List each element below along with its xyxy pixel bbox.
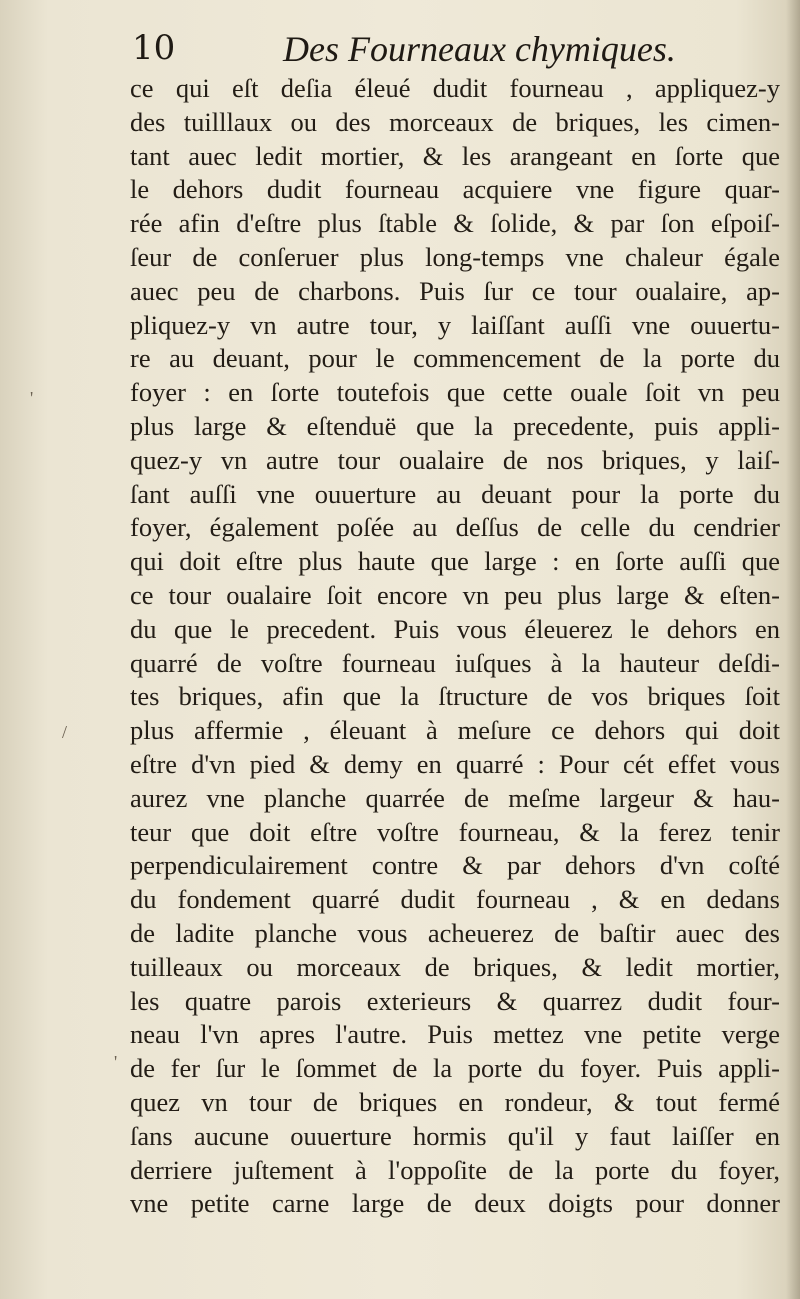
text-line: ce qui eſt deſia éleué dudit fourneau , appliquez-y: [130, 73, 780, 103]
text-line: qui doit eſtre plus haute que large : en ſorte auſſi que: [130, 546, 780, 577]
text-line: rée afin d'eſtre plus ſtable & ſolide, & par ſon eſpoiſ-: [130, 208, 780, 239]
text-line: les quatre parois exterieurs & quarrez dudit four-: [130, 985, 780, 1016]
text-line: ce tour oualaire ſoit encore vn peu plus large & eſten-: [130, 579, 780, 610]
margin-tick-mark: ': [30, 388, 34, 408]
running-title: Des Fourneaux chymiques.: [283, 29, 676, 69]
margin-tick-mark: /: [62, 722, 68, 742]
text-line: aurez vne planche quarrée de meſme largeur & hau-: [130, 782, 780, 813]
text-line: teur que doit eſtre voſtre fourneau, & la ferez tenir: [130, 816, 780, 847]
text-line: tuilleaux ou morceaux de briques, & ledit mortier,: [130, 951, 780, 982]
text-line: eſtre d'vn pied & demy en quarré : Pour cét effet vous: [130, 748, 780, 779]
text-line: foyer, également poſée au deſſus de celle du cendrier: [130, 512, 780, 543]
text-line: neau l'vn apres l'autre. Puis mettez vne petite verge: [130, 1019, 780, 1050]
text-line: auec peu de charbons. Puis ſur ce tour oualaire, ap-: [130, 275, 780, 306]
text-line: du fondement quarré dudit fourneau , & en dedans: [130, 884, 780, 915]
text-line: tant auec ledit mortier, & les arangeant en ſorte que: [130, 140, 780, 171]
text-line: du que le precedent. Puis vous éleuerez le dehors en: [130, 613, 780, 644]
text-line: ſans aucune ouuerture hormis qu'il y faut laiſſer en: [130, 1120, 780, 1151]
text-line: des tuilllaux ou des morceaux de briques, les cimen-: [130, 106, 780, 137]
text-line: de fer ſur le ſommet de la porte du foyer. Puis appli-: [130, 1053, 780, 1084]
text-line: derriere juſtement à l'oppoſite de la porte du foyer,: [130, 1154, 780, 1185]
text-line: plus affermie , éleuant à meſure ce dehors qui doit: [130, 715, 780, 746]
page-edge-shadow: [786, 0, 800, 1299]
body-text: [130, 72, 780, 1221]
text-line: perpendiculairement contre & par dehors d'vn coſté: [130, 850, 780, 881]
text-line: foyer : en ſorte toutefois que cette ouale ſoit vn peu: [130, 377, 780, 408]
text-line: pliquez-y vn autre tour, y laiſſant auſſi vne ouuertu-: [130, 309, 780, 340]
text-line: quarré de voſtre fourneau iuſques à la hauteur deſdi-: [130, 647, 780, 678]
text-line: re au deuant, pour le commencement de la porte du: [130, 343, 780, 374]
text-line: ſeur de conſeruer plus long-temps vne chaleur égale: [130, 241, 780, 272]
text-line: quez-y vn autre tour oualaire de nos briques, y laiſ-: [130, 444, 780, 475]
text-line: quez vn tour de briques en rondeur, & tout fermé: [130, 1086, 780, 1117]
text-line: le dehors dudit fourneau acquiere vne figure quar-: [130, 174, 780, 205]
text-line: vne petite carne large de deux doigts pour donner: [130, 1188, 780, 1219]
text-line: de ladite planche vous acheuerez de baſtir auec des: [130, 917, 780, 948]
text-line: ſant auſſi vne ouuerture au deuant pour la porte du: [130, 478, 780, 509]
margin-tick-mark: ': [114, 1052, 118, 1072]
page-number: 10: [132, 28, 176, 68]
text-line: tes briques, afin que la ſtructure de vos briques ſoit: [130, 681, 780, 712]
text-line: plus large & eſtenduë que la precedente, puis appli-: [130, 410, 780, 441]
